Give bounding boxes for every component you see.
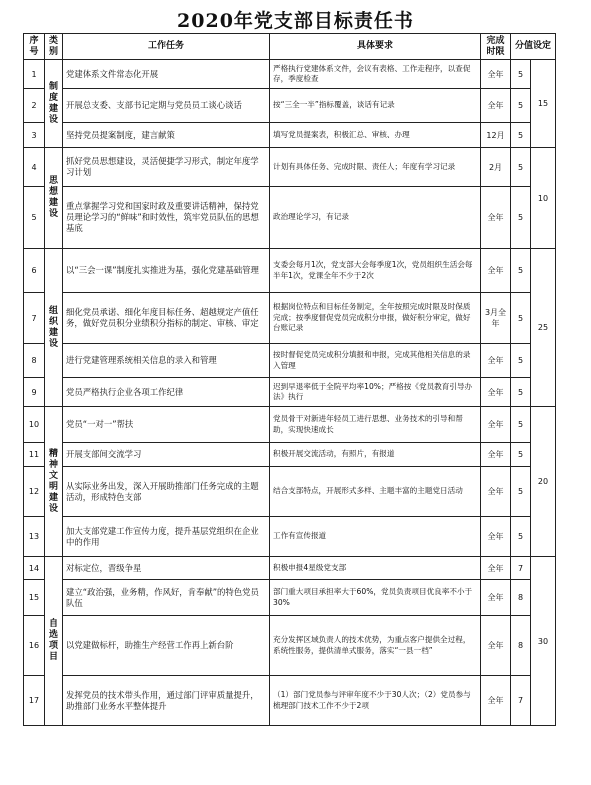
- score-cell: 8: [511, 580, 531, 616]
- requirement-cell: 结合支部特点，开展形式多样、主题丰富的主题党日活动: [270, 467, 481, 517]
- category-cell: 自选项目: [45, 557, 63, 726]
- score-cell: 5: [511, 187, 531, 249]
- category-cell: 思想建设: [45, 148, 63, 249]
- task-cell: 从实际业务出发，深入开展助推部门任务完成的主题活动，形成特色支部: [63, 467, 270, 517]
- score-cell: 5: [511, 148, 531, 187]
- row-number: 1: [24, 60, 45, 89]
- time-cell: 全年: [481, 517, 511, 557]
- requirement-cell: 工作有宣传报道: [270, 517, 481, 557]
- row-number: 2: [24, 89, 45, 123]
- requirement-cell: 充分发挥区域负责人的技术优势，为重点客户提供全过程，系统性服务，提供清单式服务，落实“一县一档”: [270, 616, 481, 676]
- task-cell: 重点掌握学习党和国家时政及重要讲话精神，保持党员理论学习的“鲜味”和时效性，筑牢党员队伍的思想基底: [63, 187, 270, 249]
- category-total-cell: 20: [531, 407, 556, 557]
- header-seq: 序号: [24, 34, 45, 60]
- category-cell: 组织建设: [45, 249, 63, 407]
- time-cell: 2月: [481, 148, 511, 187]
- row-number: 8: [24, 344, 45, 378]
- header-requirement: 具体要求: [270, 34, 481, 60]
- task-cell: 细化党员承诺、细化年度目标任务、超越规定产值任务，做好党员积分业绩积分指标的制定、审核、审定: [63, 293, 270, 344]
- task-cell: 以党建做标杆，助推生产经营工作再上新台阶: [63, 616, 270, 676]
- score-cell: 7: [511, 676, 531, 726]
- row-number: 11: [24, 443, 45, 467]
- table-row: [24, 676, 556, 726]
- table-row: [24, 123, 556, 148]
- requirement-cell: 严格执行党建体系文件，会议有表格、工作走程序，以查促存，季度检查: [270, 60, 481, 89]
- requirement-cell: 根据岗位特点和目标任务制定，全年按照完成时限及时保质完成；按季度督促党员完成积分申报，做好积分审定，做好台账记录: [270, 293, 481, 344]
- requirement-cell: 填写党员提案表，积极汇总、审核、办理: [270, 123, 481, 148]
- score-cell: 5: [511, 517, 531, 557]
- row-number: 5: [24, 187, 45, 249]
- table-row: [24, 467, 556, 517]
- time-cell: 全年: [481, 378, 511, 407]
- table-row: [24, 517, 556, 557]
- table-row: [24, 557, 556, 580]
- score-cell: 8: [511, 616, 531, 676]
- table-row: [24, 89, 556, 123]
- time-cell: 全年: [481, 443, 511, 467]
- category-total-cell: 30: [531, 557, 556, 726]
- row-number: 7: [24, 293, 45, 344]
- requirement-cell: 支委会每月1次，党支部大会每季度1次，党员组织生活会每半年1次，党课全年不少于2次: [270, 249, 481, 293]
- table-row: [24, 187, 556, 249]
- task-cell: 抓好党员思想建设，灵活便捷学习形式，制定年度学习计划: [63, 148, 270, 187]
- score-cell: 5: [511, 60, 531, 89]
- requirement-cell: （1）部门党员参与评审年度不少于30人次；（2）党员参与梳理部门技术工作不少于2项: [270, 676, 481, 726]
- table-row: [24, 378, 556, 407]
- table-row: [24, 407, 556, 443]
- time-cell: 全年: [481, 557, 511, 580]
- table-row: [24, 148, 556, 187]
- time-cell: 全年: [481, 467, 511, 517]
- time-cell: 全年: [481, 187, 511, 249]
- table-row: [24, 616, 556, 676]
- requirement-cell: 部门重大项目承担率大于60%，党员负责项目优良率不小于30%: [270, 580, 481, 616]
- task-cell: 开展支部间交流学习: [63, 443, 270, 467]
- task-cell: 以“三会一课”制度扎实推进为基，强化党建基础管理: [63, 249, 270, 293]
- header-row: [24, 34, 556, 60]
- time-cell: 全年: [481, 89, 511, 123]
- requirement-cell: 积极申报4星级党支部: [270, 557, 481, 580]
- requirement-cell: 迟到早退率低于全院平均率10%；严格按《党员教育引导办法》执行: [270, 378, 481, 407]
- row-number: 4: [24, 148, 45, 187]
- task-cell: 党员严格执行企业各项工作纪律: [63, 378, 270, 407]
- header-score: 分值设定: [511, 34, 556, 60]
- score-cell: 5: [511, 249, 531, 293]
- task-cell: 党员“一对一”帮扶: [63, 407, 270, 443]
- score-cell: 5: [511, 467, 531, 517]
- table-row: [24, 60, 556, 89]
- time-cell: 全年: [481, 580, 511, 616]
- requirement-cell: 政治理论学习，有记录: [270, 187, 481, 249]
- requirement-cell: 按“三全一半”指标覆盖，谈话有记录: [270, 89, 481, 123]
- table-row: [24, 344, 556, 378]
- time-cell: 3月全年: [481, 293, 511, 344]
- header-category: 类别: [45, 34, 63, 60]
- score-cell: 5: [511, 89, 531, 123]
- time-cell: 全年: [481, 60, 511, 89]
- time-cell: 12月: [481, 123, 511, 148]
- row-number: 9: [24, 378, 45, 407]
- table-row: [24, 443, 556, 467]
- time-cell: 全年: [481, 407, 511, 443]
- time-cell: 全年: [481, 676, 511, 726]
- row-number: 3: [24, 123, 45, 148]
- task-cell: 坚持党员提案制度，建言献策: [63, 123, 270, 148]
- score-cell: 7: [511, 557, 531, 580]
- row-number: 10: [24, 407, 45, 443]
- row-number: 12: [24, 467, 45, 517]
- task-cell: 党建体系文件常态化开展: [63, 60, 270, 89]
- header-task: 工作任务: [63, 34, 270, 60]
- row-number: 13: [24, 517, 45, 557]
- task-cell: 开展总支委、支部书记定期与党员员工谈心谈话: [63, 89, 270, 123]
- table-row: [24, 580, 556, 616]
- task-cell: 加大支部党建工作宣传力度，提升基层党组织在企业中的作用: [63, 517, 270, 557]
- responsibility-table: [23, 33, 556, 726]
- task-cell: 建立“政治强，业务精，作风好，肯奉献”的特色党员队伍: [63, 580, 270, 616]
- score-cell: 5: [511, 123, 531, 148]
- row-number: 16: [24, 616, 45, 676]
- requirement-cell: 按时督促党员完成积分填报和申报，完成其他相关信息的录入管理: [270, 344, 481, 378]
- category-total-cell: 15: [531, 60, 556, 148]
- requirement-cell: 积极开展交流活动，有照片，有报道: [270, 443, 481, 467]
- score-cell: 5: [511, 293, 531, 344]
- score-cell: 5: [511, 378, 531, 407]
- requirement-cell: 党员骨干对新进年轻员工进行思想、业务技术的引导和帮助，实现快速成长: [270, 407, 481, 443]
- table-row: [24, 249, 556, 293]
- task-cell: 对标定位，晋级争星: [63, 557, 270, 580]
- table-row: [24, 293, 556, 344]
- header-time: 完成时限: [481, 34, 511, 60]
- category-total-cell: 10: [531, 148, 556, 249]
- row-number: 14: [24, 557, 45, 580]
- category-cell: 精神文明建设: [45, 407, 63, 557]
- score-cell: 5: [511, 443, 531, 467]
- requirement-cell: 计划有具体任务、完成时限、责任人；年度有学习记录: [270, 148, 481, 187]
- time-cell: 全年: [481, 344, 511, 378]
- score-cell: 5: [511, 407, 531, 443]
- category-cell: 制度建设: [45, 60, 63, 148]
- time-cell: 全年: [481, 616, 511, 676]
- task-cell: 进行党建管理系统相关信息的录入和管理: [63, 344, 270, 378]
- document-title: 2020年党支部目标责任书: [177, 10, 414, 32]
- score-cell: 5: [511, 344, 531, 378]
- task-cell: 发挥党员的技术带头作用，通过部门评审质量提升，助推部门业务水平整体提升: [63, 676, 270, 726]
- row-number: 17: [24, 676, 45, 726]
- row-number: 6: [24, 249, 45, 293]
- category-total-cell: 25: [531, 249, 556, 407]
- row-number: 15: [24, 580, 45, 616]
- time-cell: 全年: [481, 249, 511, 293]
